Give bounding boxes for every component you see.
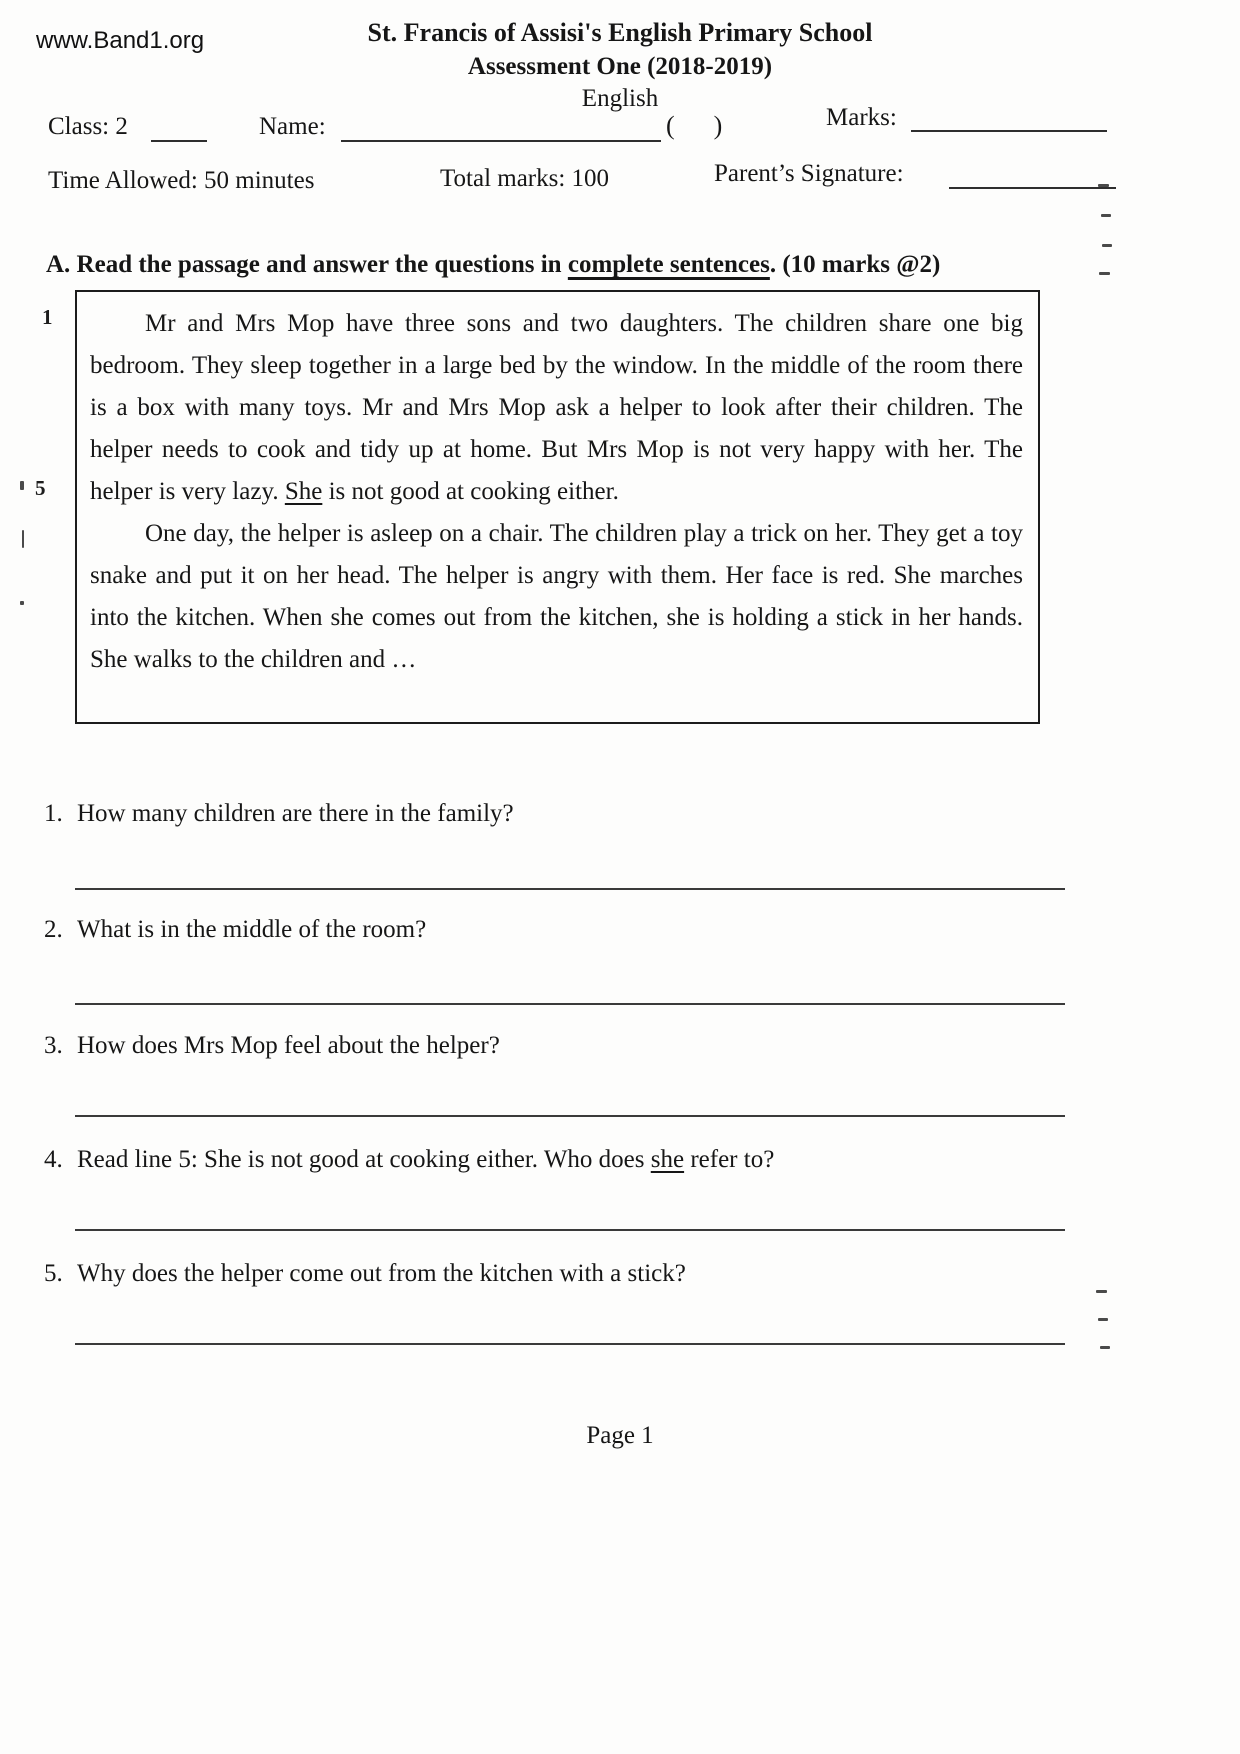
scan-artifact [1101, 214, 1111, 217]
marks-blank[interactable] [911, 130, 1107, 132]
passage-paragraph-2: One day, the helper is asleep on a chair. The children play a trick on her. They get a toy snake and put it on her head. The helper is angry with them. Her face is red. She marches into the kitchen. When she comes out from the kitchen, she is holding a stick in her hands. She walks to the children and … [90, 520, 1023, 673]
answer-line-1[interactable] [75, 888, 1065, 890]
school-name: St. Francis of Assisi's English Primary School [367, 18, 873, 47]
passage-line-number-5: 5 [35, 476, 46, 500]
question-2-number: 2. [44, 916, 63, 943]
scan-artifact [22, 530, 24, 548]
question-1-text: How many children are there in the family? [77, 800, 514, 827]
question-3-number: 3. [44, 1032, 63, 1059]
section-a-suffix: . (10 marks @2) [769, 251, 941, 278]
time-allowed-label: Time Allowed: 50 minutes [48, 167, 315, 194]
name-label: Name: [259, 113, 326, 140]
question-4-text: Read line 5: She is not good at cooking either. Who does she refer to? [77, 1146, 775, 1173]
marks-label: Marks: [826, 104, 897, 131]
assessment-title: Assessment One (2018-2019) [467, 53, 773, 80]
passage-line-number-1: 1 [42, 305, 53, 329]
question-5-number: 5. [44, 1260, 63, 1287]
scan-artifact [1102, 244, 1112, 247]
answer-line-5[interactable] [75, 1343, 1065, 1345]
class-blank[interactable] [151, 140, 207, 142]
question-3 [44, 1032, 1084, 1060]
scan-artifact [1098, 1318, 1108, 1321]
question-3-text: How does Mrs Mop feel about the helper? [77, 1032, 500, 1059]
section-a-heading [46, 251, 940, 279]
passage-paragraph-1: Mr and Mrs Mop have three sons and two daughters. The children share one big bedroom. They sleep together in a large bed by the window. In the middle of the room there is a box with many toys. Mr and Mrs Mop ask a helper to look after their children. The helper needs to cook and tidy up at home. But Mrs Mop is not very happy with her. The helper is very lazy. She is not good at cooking either. [90, 310, 1023, 505]
scan-artifact [20, 601, 24, 605]
question-5 [44, 1260, 1084, 1288]
class-label: Class: 2 [48, 113, 128, 140]
answer-line-2[interactable] [75, 1003, 1065, 1005]
signature-blank[interactable] [949, 187, 1116, 189]
question-5-text: Why does the helper come out from the kitchen with a stick? [77, 1260, 686, 1287]
watermark: www.Band1.org [36, 27, 205, 54]
class-number-brackets: ( ) [666, 111, 723, 140]
header [0, 18, 1240, 113]
page-number: Page 1 [586, 1422, 654, 1449]
section-a-underlined-phrase: complete sentences [567, 251, 770, 278]
scan-artifact [1096, 1290, 1107, 1293]
answer-line-4[interactable] [75, 1229, 1065, 1231]
scan-artifact [1100, 1346, 1110, 1349]
question-2-text: What is in the middle of the room? [77, 916, 427, 943]
total-marks-label: Total marks: 100 [440, 165, 610, 192]
passage-box [75, 290, 1040, 724]
subject-title: English [581, 85, 659, 112]
question-2 [44, 916, 1084, 944]
question-1-number: 1. [44, 800, 63, 827]
section-a-prefix: A. Read the passage and answer the questions in [46, 251, 568, 278]
question-1 [44, 800, 1084, 828]
name-blank[interactable] [341, 140, 661, 142]
parent-signature-label: Parent’s Signature: [714, 160, 904, 187]
question-4 [44, 1146, 1084, 1174]
scan-artifact [1098, 184, 1109, 187]
answer-line-3[interactable] [75, 1115, 1065, 1117]
question-4-number: 4. [44, 1146, 63, 1173]
scan-artifact [1099, 272, 1110, 275]
scan-artifact [20, 481, 24, 490]
